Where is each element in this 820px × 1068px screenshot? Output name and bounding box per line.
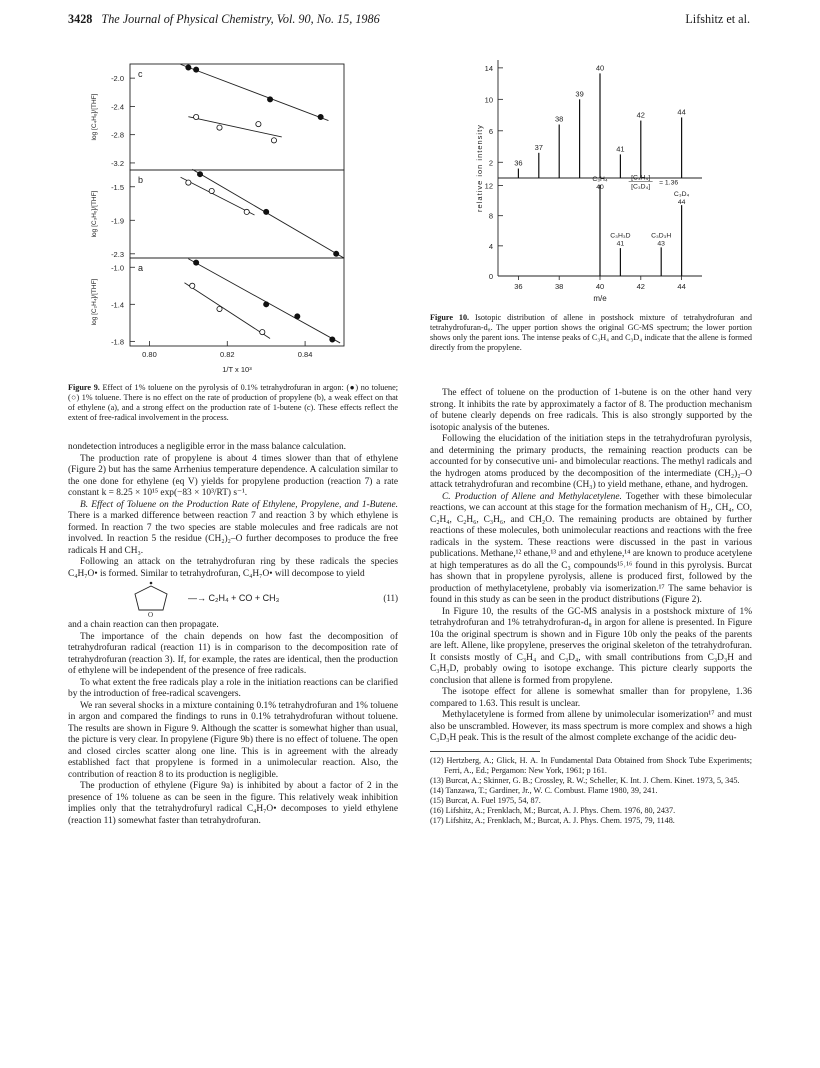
left-paragraph-5: and a chain reaction can then propagate. [68,620,219,630]
data-point-no-toluene [186,65,191,70]
left-paragraph-7: To what extent the free radicals play a role in the initiation reactions can be clarified by the introduction of free-radical scavengers. [68,677,398,699]
figure-9-axes [91,64,344,374]
y-tick-label: -2.4 [111,102,124,112]
peak-label: 44 [677,107,686,117]
panel-label-a: a [138,263,144,273]
peak-label: 37 [534,142,543,152]
peak-label: 36 [514,158,523,168]
right-column [430,388,752,826]
panel-frame-c [130,64,344,170]
peak-label: 38 [555,114,564,124]
page-header [68,12,750,30]
data-point-no-toluene [330,337,335,342]
references [430,756,752,826]
data-point-toluene [190,283,195,288]
y-axis-label-c: log [C₄H₈]/[THF] [91,93,98,141]
running-authors: Lifshitz et al. [685,12,750,26]
figure-10-caption-text: Isotopic distribution of allene in postshock mixture of tetrahydrofuran and tetrahydrofuran-d₈. The upper portion shows the original GC-MS spectrum; the lower portion shows only the parent ions. The intense peaks of C₃H₄ and C₃D₄ indicate that the allene is formed directly from the propylene. [430,313,752,352]
section-c-text: Together with these bimolecular reactions, we can account at this stage for the formation mechanism of H₂, CH₄, CO, C₂H₄, C₂H₆, C₃H₆, and CH₂O. The remaining products are obtained by further reactions of these molecules, both unimolecular reactions and reactions with the free radicals in the system. These reactions were discussed in the past in various publications. Methane,¹² ethane,¹³ and and ethylene,¹⁴ are known to produce acetylene at high temperatures as do all the C₃ compounds¹⁵˒¹⁶ found in this pyrolysis. Burcat has shown that in propylene pyrolysis, allene is produced first, followed by the production of methylacetylene, probably via isomerization.¹⁷ The same behavior is found in this study as can be seen in the product distributions (Figure 2). [430,491,752,605]
y-tick-label: 14 [484,63,493,73]
figure-9-chart [68,52,398,382]
data-point-no-toluene [264,209,269,214]
figure-10-caption-label: Figure 10. [430,313,470,322]
data-point-toluene [209,188,214,193]
y-axis-label: relative ion intensity [475,124,484,212]
reference-17: (17) Lifshitz, A.; Frenklach, M.; Burcat, A. J. Phys. Chem. 1975, 79, 1148. [430,815,675,825]
right-paragraph-2: Following the elucidation of the initiation steps in the tetrahydrofuran pyrolysis, and determining the primary products, the remaining reaction products can be accounted for by consecutive uni- and bimolecular reactions. The methyl radicals and the hydrogen atoms produced by the decomposition of the intermediate (CH₂)₂–O attack tetrahydrofuran and recombine (CH₃) to yield methane, ethane, and hydrogen. [430,434,752,490]
x-tick-label: 0.84 [297,350,313,359]
fit-line-toluene [184,283,270,339]
figure-9-caption-label: Figure 9. [68,383,100,392]
data-point-no-toluene [295,314,300,319]
data-point-toluene [256,121,261,126]
y-tick-label: -3.2 [111,158,124,168]
left-paragraph-1: nondetection introduces a negligible error in the mass balance calculation. [68,442,347,452]
x-tick-label: 40 [595,282,605,291]
peak-label: 41 [616,144,625,154]
data-point-toluene [194,114,199,119]
fit-line-no-toluene [181,64,329,120]
label-c3h4: C₃H₄ [592,176,608,184]
panel-label-c: c [138,69,143,79]
y-tick-label: -2.3 [111,249,124,259]
y-tick-label: 10 [484,95,493,105]
data-point-toluene [217,306,222,311]
fit-line-toluene [188,117,281,137]
data-point-no-toluene [334,251,339,256]
peak-label: 39 [575,89,584,99]
panel-frame-a [130,258,344,346]
svg-text:O: O [148,611,154,618]
label-c3d3h: C₃D₃H [651,232,672,240]
x-tick-label: 38 [555,282,564,291]
reference-15: (15) Burcat, A. Fuel 1975, 54, 87. [430,795,541,805]
data-point-no-toluene [197,172,202,177]
y-tick-label: -1.9 [111,216,124,226]
figure-9-caption [68,383,398,423]
footnote-rule [430,751,540,752]
right-paragraph-6: Methylacetylene is formed from allene by unimolecular isomerization¹⁷ and must also be unscrambled. However, its mass spectrum is more complex and shows a high C₃D₃H peak. This is the result of the almost complete exchange of the acidic deu- [430,710,752,743]
equation-number: (11) [383,593,398,603]
label-c3h3d: C₃H₃D [610,232,631,240]
peak-label: 40 [595,63,605,73]
right-paragraph-1: The effect of toluene on the production of 1-butene is on the other hand very strong. It inhibits the rate by approximately a factor of 8. The production mechanism of butene clearly depends on free radicals. This is also strongly supported by the isotopic analysis of the butenes. [430,388,752,433]
y-tick-label: -1.4 [111,300,124,310]
ratio-numerator: [C₃H₄] [631,174,651,182]
data-point-no-toluene [264,302,269,307]
label-c3d4-mass: 44 [677,199,686,207]
data-point-toluene [271,138,276,143]
section-c-title: C. Production of Allene and Methylacetylene. [442,491,622,502]
x-tick-label: 42 [636,282,645,291]
left-paragraph-6: The importance of the chain depends on how fast the decomposition of tetrahydrofuran radical (reaction 11) is in comparison to the decomposition rate of tetrahydrofuran (reaction 3). If, for example, the rates are identical, then the production of ethylene will be independent of the presence of free radicals. [68,631,398,676]
y-tick-label: 2 [488,158,493,168]
peak-label: 42 [636,110,645,120]
equation-products: —→ C₂H₄ + CO + CH₃ [188,593,280,603]
data-point-toluene [186,180,191,185]
y-tick-label: -2.0 [111,74,124,84]
data-point-toluene [244,209,249,214]
data-point-no-toluene [267,97,272,102]
thf-radical-ring [123,580,183,618]
figure-10-chart [470,52,720,312]
left-paragraph-4: Following an attack on the tetrahydrofuran ring by these radicals the species C₄H₇O• is formed. Similar to tetrahydrofuran, C₄H₇O• will decompose to yield [68,557,398,579]
figure-10-marks [514,63,689,276]
ratio-value: = 1.36 [659,179,679,187]
ratio-denominator: [C₃D₄] [631,183,651,191]
x-tick-label: 0.80 [142,350,157,359]
x-tick-label: 0.82 [219,350,235,359]
reference-13: (13) Burcat, A.; Skinner, G. B.; Crossley, R. W.; Scheller, K. Int. J. Chem. Kinet. 1973, 5, 345. [430,775,740,785]
page-number: 3428 [68,12,93,26]
x-tick-label: 36 [514,282,523,291]
x-axis-label: 1/T x 10³ [222,365,252,374]
x-tick-label: 44 [677,282,686,291]
right-paragraph-3 [430,492,752,607]
left-column [68,442,398,827]
left-paragraph-2: The production rate of propylene is about 4 times slower than that of ethylene (Figure 2) but has the same Arrhenius temperature dependence. A calculation similar to the one done for ethylene (eq V) yields for propylene production (reaction 7) a rate constant k = 8.25 × 10¹⁵ exp(−83 × 10³/RT) s⁻¹. [68,453,398,498]
data-point-no-toluene [318,114,323,119]
y-tick-label: 4 [488,241,493,251]
y-tick-label: -1.0 [111,263,124,273]
data-point-toluene [217,125,222,130]
equation-11 [68,580,398,620]
right-paragraph-4: In Figure 10, the results of the GC-MS analysis in a postshock mixture of 1% tetrahydrofuran and 1% tetrahydrofuran-d₈ in argon for allene is presented. In Figure 10a the original spectrum is shown and in Figure 10b only the peaks of the parents are left. Allene, like propylene, preserves the original skeleton of the tetrahydrofuran. It consists mostly of C₃H₄ and C₃D₄, with small contributions from C₃D₃H and C₃H₃D, probably owing to isotope exchange. This picture clearly supports the conclusion that allene is formed from propylene. [430,606,752,686]
label-c3d3h-mass: 43 [657,240,665,248]
data-point-no-toluene [194,67,199,72]
section-b-text: There is a marked difference between reaction 7 and reaction 3 by which ethylene is formed. In reaction 7 the two species are stable molecules and free radicals are not involved. In reaction 5 the residue (CH₂)₂–O further decomposes to produce the free radicals H and CH₃. [68,511,398,556]
x-axis-label: m/e [593,294,607,303]
y-axis-label-b: log [C₃H₆]/[THF] [91,190,98,238]
left-paragraph-8: We ran several shocks in a mixture containing 0.1% tetrahydrofuran and 1% toluene in argon and compared the findings to runs in 0.1% tetrahydrofuran without toluene. The results are shown in Figure 9. Although the scatter is somewhat higher than usual, the picture is very clear. In propylene (Figure 9b) there is no effect of toluene. The open and closed circles scatter along one line. This is in agreement with the already established fact that propylene is formed in a unimolecular reaction. Also, the contribution of reaction 8 to its production is negligible. [68,700,398,780]
figure-9-marks [181,64,344,343]
left-paragraph-3 [68,500,398,558]
label-c3h3d-mass: 41 [616,240,625,248]
figure-9-caption-text: Effect of 1% toluene on the pyrolysis of 0.1% tetrahydrofuran in argon: (●) no toluene; (○) 1% toluene. There is no effect on the rate of production of propylene (b), a weak effect on that of ethylene (a), and a strong effect on the production rate of 1-butene (c). These effects reflect the extent of free-radical involvement in the process. [68,383,399,422]
data-point-toluene [260,330,265,335]
section-b-title: B. Effect of Toluene on the Production Rate of Ethylene, Propylene, and 1-Butene. [80,499,398,510]
y-tick-label: -1.5 [111,182,124,192]
panel-label-b: b [138,175,144,185]
y-tick-label: -1.8 [111,337,124,347]
fit-line-toluene [181,177,255,215]
panel-frame-b [130,170,344,258]
reference-16: (16) Lifshitz, A.; Frenklach, M.; Burcat, A. J. Phys. Chem. 1976, 80, 2437. [430,805,676,815]
data-point-no-toluene [194,260,199,265]
reference-14: (14) Tanzawa, T.; Gardiner, Jr., W. C. Combust. Flame 1980, 39, 241. [430,785,658,795]
y-tick-label: 6 [488,126,493,136]
left-paragraph-9: The production of ethylene (Figure 9a) is inhibited by about a factor of 2 in the presence of 1% toluene as can be seen in the figure. This relatively weak inhibition implies only that the tetrahydrofuryl radical C₄H₇O• decomposes to yield ethylene (reaction 11) somewhat faster than tetrahydrofuran. [68,781,398,826]
y-tick-label: 12 [484,181,493,191]
label-c3d4: C₃D₄ [673,191,690,199]
figure-10-caption [430,313,752,353]
y-tick-label: 8 [488,211,493,221]
y-axis-label-a: log [C₂H₄]/[THF] [91,278,98,326]
journal-title: The Journal of Physical Chemistry, Vol. 90, No. 15, 1986 [101,12,380,26]
label-c3h4-mass: 40 [596,184,604,192]
y-tick-label: 0 [488,272,493,281]
reference-12: (12) Hertzberg, A.; Glick, H. A. In Fundamental Data Obtained from Shock Tube Experiments; Ferri, A., Ed.; Pergamon: New York, 1961; p 161. [430,755,752,775]
right-paragraph-5: The isotope effect for allene is somewhat smaller than for propylene, 1.36 compared to 1.63. This result is unclear. [430,687,752,709]
y-tick-label: -2.8 [111,130,124,140]
